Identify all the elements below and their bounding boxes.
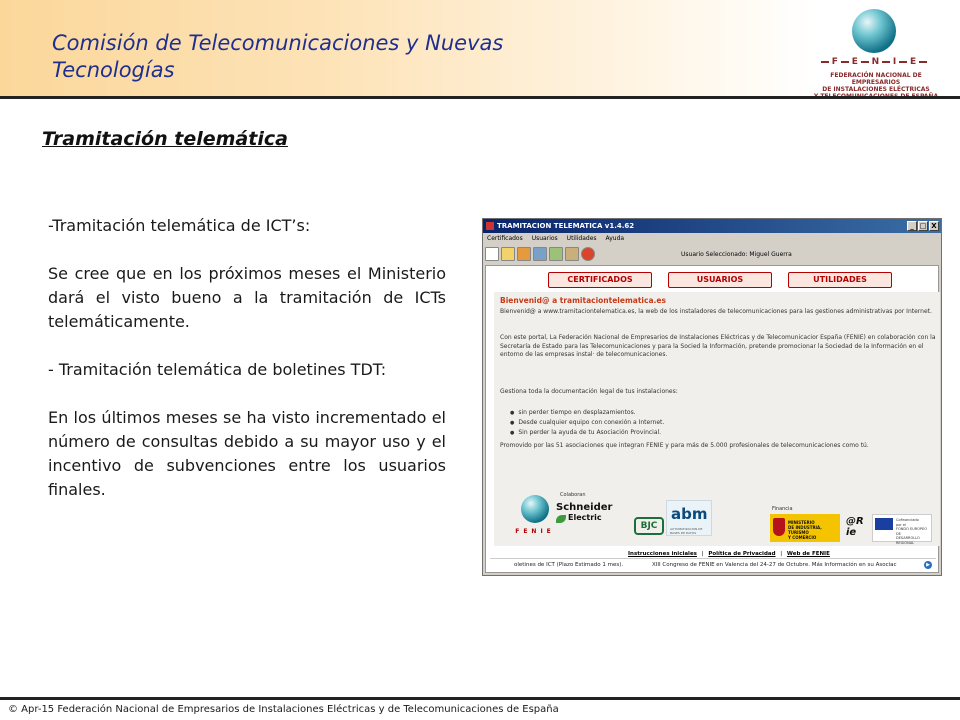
body-paragraph-1: -Tramitación telemática de ICT’s: xyxy=(48,216,311,235)
tools-icon[interactable] xyxy=(533,247,547,261)
list-item: ● sin perder tiempo en desplazamientos. xyxy=(510,408,664,418)
schneider-electric-logo: Schneider Electric xyxy=(556,502,613,522)
financia-label: Financia xyxy=(772,506,793,512)
selected-user-label: Usuario Seleccionado: Miguel Guerra xyxy=(681,251,792,258)
usuarios-button[interactable]: USUARIOS xyxy=(668,272,772,288)
colaboran-label: Colaboran xyxy=(560,492,586,498)
eu-feder-logo: Cofinanciado por el FONDO EUROPEO DE DESARROLLO REGIONAL xyxy=(872,514,932,542)
help-icon[interactable] xyxy=(581,247,595,261)
app-titlebar xyxy=(483,219,941,233)
copyright-footer: © Apr-15 Federación Nacional de Empresarios de Instalaciones Eléctricas y de Telecomunicaciones de España xyxy=(8,704,559,715)
certificados-button[interactable]: CERTIFICADOS xyxy=(548,272,652,288)
news-ticker xyxy=(490,558,936,570)
fenie-logo xyxy=(806,8,946,94)
menu-usuarios[interactable]: Usuarios xyxy=(531,235,558,242)
coat-of-arms-icon xyxy=(773,518,785,536)
body-text xyxy=(48,214,446,526)
app-menubar xyxy=(483,233,941,245)
app-content-page xyxy=(485,265,939,573)
app-window-title: TRAMITACION TELEMATICA v1.4.62 xyxy=(497,222,635,230)
utilidades-button[interactable]: UTILIDADES xyxy=(788,272,892,288)
fenie-logo-small: FENIE xyxy=(508,494,562,542)
app-screenshot-window xyxy=(482,218,942,576)
benefits-list xyxy=(510,408,664,438)
minimize-button[interactable]: _ xyxy=(907,221,917,231)
users-icon[interactable] xyxy=(517,247,531,261)
body-paragraph-3: - Tramitación telemática de boletines TDT: xyxy=(48,360,387,379)
portal-text: Con este portal, La Federación Nacional de Empresarios de Instalaciones Eléctricas y de Telecomunicacior España (FENIE) en colaboración con la Secretaría de Estado para las Telecomunicaciones y para la Socied la Información, pretende promocionar la Sociedad de la Información en el entorno de las empresas instal· de telecomunicaciones. xyxy=(500,334,936,358)
fenie-globe-small-icon xyxy=(520,494,550,524)
fenie-globe-icon xyxy=(851,8,897,54)
abm-logo: abm AUTOMATIZACIÓN DE BASES DE DATOS xyxy=(666,500,712,536)
calendar-icon[interactable] xyxy=(549,247,563,261)
list-item: ● Sin perder la ayuda de tu Asociación Provincial. xyxy=(510,428,664,438)
page-icon[interactable] xyxy=(485,247,499,261)
maximize-button[interactable]: □ xyxy=(919,222,927,230)
arrow-right-icon[interactable]: ▶ xyxy=(924,561,932,569)
menu-utilidades[interactable]: Utilidades xyxy=(566,235,597,242)
instrucciones-link[interactable]: Instrucciones iniciales xyxy=(628,551,697,557)
list-item: ● Desde cualquier equipo con conexión a Internet. xyxy=(510,418,664,428)
menu-ayuda[interactable]: Ayuda xyxy=(605,235,625,242)
close-button[interactable]: X xyxy=(929,221,939,231)
welcome-panel xyxy=(494,292,940,546)
ticker-text-right: XIII Congreso de FENIE en Valencia del 24-27 de Octubre. Más Información en su Asociac xyxy=(652,562,897,568)
footer-divider xyxy=(0,697,960,700)
fenie-logo-subtitle: FEDERACIÓN NACIONAL DE EMPRESARIOS DE INSTALACIONES ELÉCTRICAS xyxy=(822,72,930,93)
ticker-text-left: oletines de ICT (Plazo Estimado 1 mes). xyxy=(514,562,624,568)
promovido-text: Promovido por las 51 asociaciones que integran FENIE y para más de 5.000 profesionales de telecomunicaciones como tú. xyxy=(500,442,869,449)
privacidad-link[interactable]: Política de Privacidad xyxy=(708,551,776,557)
eu-flag-icon xyxy=(875,518,893,530)
folder-icon[interactable] xyxy=(501,247,515,261)
body-paragraph-4: En los últimos meses se ha visto incrementado el número de consultas debido a su mayor uso y el incentivo de subvenciones entre los usuarios finales. xyxy=(48,408,446,499)
bjc-logo: BJC xyxy=(634,517,664,535)
app-toolbar xyxy=(485,247,595,263)
web-fenie-link[interactable]: Web de FENIE xyxy=(786,551,830,557)
menu-certificados[interactable]: Certificados xyxy=(487,235,523,242)
window-controls xyxy=(907,221,939,231)
footer-links: Instrucciones iniciales | Política de Privacidad | Web de FENIE xyxy=(628,551,830,557)
fenie-wordmark: F E N I E xyxy=(818,56,930,68)
body-paragraph-2: Se cree que en los próximos meses el Ministerio dará el visto bueno a la tramitación de ICTs telemáticamente. xyxy=(48,264,446,331)
lock-icon[interactable] xyxy=(565,247,579,261)
header-divider xyxy=(0,96,960,99)
intro-text: Bienvenid@ a www.tramitaciontelematica.es, la web de los instaladores de telecomunicaciones para las gestiones administrativas por Internet. xyxy=(500,308,932,315)
app-icon xyxy=(486,222,494,230)
page-header-title: Comisión de Telecomunicaciones y Nuevas Tecnologías xyxy=(52,31,504,82)
ministerio-logo: MINISTERIO DE INDUSTRIA, TURISMO Y COMERCIO xyxy=(770,514,840,542)
section-title: Tramitación telemática xyxy=(42,128,288,150)
erie-logo: @R ie xyxy=(846,516,864,538)
gestiona-text: Gestiona toda la documentación legal de tus instalaciones: xyxy=(500,388,678,395)
welcome-heading: Bienvenid@ a tramitaciontelematica.es xyxy=(500,296,666,305)
